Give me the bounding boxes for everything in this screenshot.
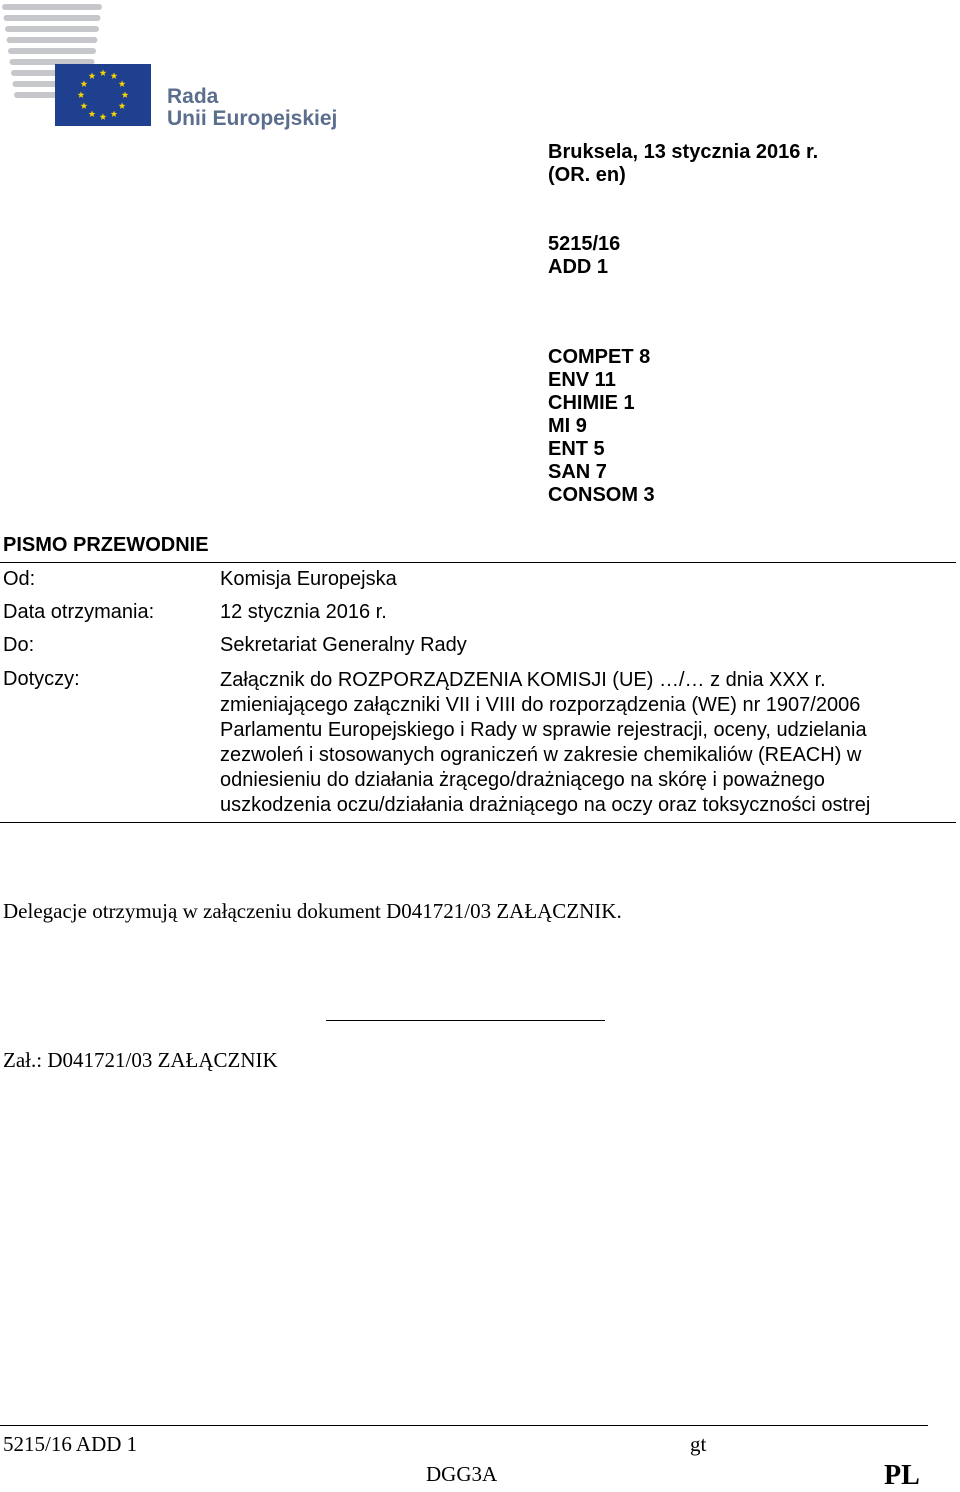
subject-text	[220, 668, 870, 818]
footer-initials: gt	[690, 1432, 707, 1456]
subject-line: Załącznik do ROZPORZĄDZENIA KOMISJI (UE) …/… z dnia XXX r.	[220, 669, 826, 691]
code-item: CHIMIE 1	[548, 392, 635, 414]
original-language: (OR. en)	[548, 164, 626, 186]
logo-stripe	[4, 15, 101, 21]
subject-line: odniesieniu do działania żrącego/drażniącego na skórę i poważnego	[220, 769, 825, 791]
body-text: Delegacje otrzymują w załączeniu dokument D041721/03 ZAŁĄCZNIK.	[3, 899, 622, 923]
logo-graphic	[0, 0, 155, 130]
subject-line: zmieniającego załączniki VII i VIII do rozporządzenia (WE) nr 1907/2006	[220, 694, 861, 716]
divider-bottom	[0, 822, 956, 823]
code-item: ENT 5	[548, 438, 605, 460]
footer-doc-ref: 5215/16 ADD 1	[3, 1432, 138, 1456]
subject-line: uszkodzenia oczu/działania drażniącego na oczy oraz toksyczności ostrej	[220, 794, 871, 816]
doc-number: 5215/16	[548, 233, 621, 255]
logo-text-line1: Rada	[167, 85, 219, 108]
subject-line: Parlamentu Europejskiego i Rady w sprawie rejestracji, oceny, udzielania	[220, 719, 867, 741]
code-item: CONSOM 3	[548, 484, 655, 506]
signature-line	[326, 1020, 605, 1021]
footer-directorate: DGG3A	[426, 1462, 498, 1486]
from-value: Komisja Europejska	[220, 568, 397, 590]
attachment-note: Zał.: D041721/03 ZAŁĄCZNIK	[3, 1048, 278, 1072]
logo-stripe	[5, 26, 99, 32]
council-logo	[0, 0, 360, 135]
code-item: SAN 7	[548, 461, 607, 483]
subject-line: zezwoleń i stosowanych ograniczeń w zakresie chemikaliów (REACH) w	[220, 744, 862, 766]
divider-top	[0, 562, 956, 563]
place-date: Bruksela, 13 stycznia 2016 r.	[548, 141, 819, 163]
interinstitutional-codes	[548, 346, 655, 507]
logo-stripe	[2, 4, 102, 10]
subject-label: Dotyczy:	[3, 668, 80, 690]
received-label: Data otrzymania:	[3, 601, 155, 623]
addendum: ADD 1	[548, 256, 609, 278]
footer-divider	[0, 1425, 928, 1426]
logo-stripe	[7, 37, 98, 43]
code-item: COMPET 8	[548, 346, 651, 368]
note-title: PISMO PRZEWODNIE	[3, 534, 209, 556]
logo-text-line2: Unii Europejskiej	[167, 107, 338, 130]
to-value: Sekretariat Generalny Rady	[220, 634, 467, 656]
code-item: MI 9	[548, 415, 587, 437]
received-value: 12 stycznia 2016 r.	[220, 601, 387, 623]
code-item: ENV 11	[548, 369, 616, 391]
logo-stripe	[8, 48, 96, 54]
from-label: Od:	[3, 568, 36, 590]
to-label: Do:	[3, 634, 35, 656]
footer-language: PL	[884, 1460, 920, 1491]
